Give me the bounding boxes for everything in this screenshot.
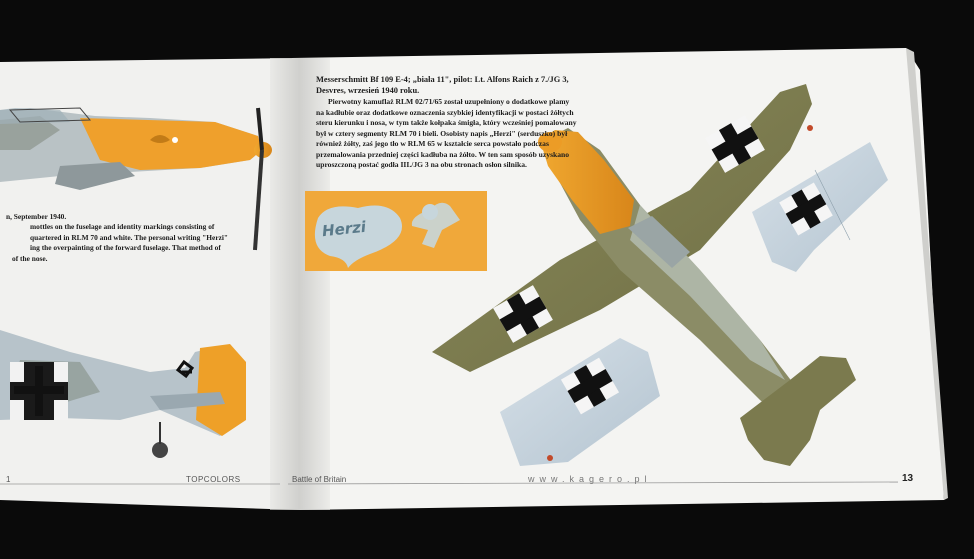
plate-caption-title: Messerschmitt Bf 109 E-4; „biała 11", pilot: Lt. Alfons Raich z 7./JG 3, Desvres, wrzesień 1940 roku.	[316, 75, 569, 95]
plate-caption-body: Pierwotny kamuflaż RLM 02/71/65 został uzupełniony o dodatkowe plamy na kadłubie oraz dodatkowe oznaczenia szybkiej identyfikacji w postaci żółtych steru kierunku i nosa, w tym także kołpaka śmigła, który wcześniej pomalowany był w cztery segmenty RLM 70 i bieli. Osobisty napis „Herzi" (serduszko) był również żółty, zaś jego tło w RLM 65 w kształcie serca powstało podczas przemalowania przedniej części kadłuba na żółto. W ten sam sposób uzyskano uproszczoną postać godła III./JG 3 na obu stronach osłon silnika.	[316, 97, 577, 169]
left-caption-line-2: mottles on the fuselage and identity markings consisting of	[30, 222, 215, 232]
left-page-caption	[0, 212, 258, 264]
series-name: TOPCOLORS	[186, 475, 241, 484]
left-caption-line-4: ing the overpainting of the forward fuselage. That method of	[30, 243, 221, 253]
section-title: Battle of Britain	[292, 475, 347, 484]
herzi-emblem-text: Herzi	[321, 217, 367, 241]
left-caption-line-5: of the nose.	[12, 253, 48, 263]
publisher-url: www.kagero.pl	[528, 474, 652, 484]
page-number: 13	[902, 473, 914, 484]
left-caption-line-1: n, September 1940.	[6, 212, 67, 221]
left-page-number: 1	[6, 475, 11, 484]
left-caption-line-3: quartered in RLM 70 and white. The personal writing "Herzi"	[30, 232, 229, 242]
